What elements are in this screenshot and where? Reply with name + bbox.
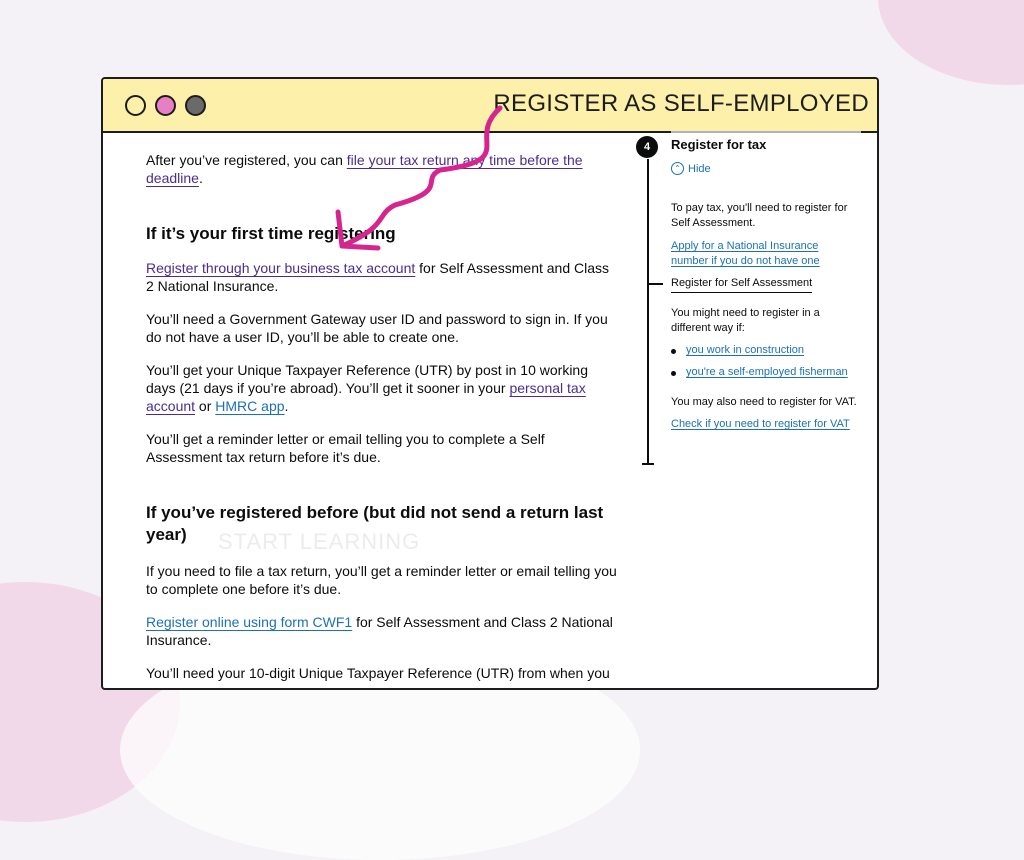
current-step-tick: [647, 283, 663, 285]
cwf1-paragraph: Register online using form CWF1 for Self Assessment and Class 2 National Insurance.: [146, 614, 613, 648]
heading-registered-before: If you’ve registered before (but did not send a return last year): [146, 503, 604, 544]
main-content: [146, 151, 620, 682]
hide-toggle[interactable]: [671, 162, 711, 175]
sidebar-different-way: You might need to register in a different way if:: [671, 307, 820, 334]
list-item: [686, 343, 804, 358]
sidebar-vat-link-block: [671, 417, 850, 432]
personal-tax-account-link[interactable]: personal tax account: [146, 380, 586, 414]
sidebar-current-item: Register for Self Assessment: [671, 276, 812, 293]
chevron-up-icon: ⌃: [671, 162, 684, 175]
step-title: Register for tax: [671, 137, 767, 152]
window-control-dot[interactable]: [125, 95, 146, 116]
decorative-blob-top-right: [878, 0, 1024, 85]
step-nav-line-end: [642, 463, 654, 465]
sidebar-top-rule: [671, 131, 861, 133]
fisherman-link[interactable]: you're a self-employed fisherman: [686, 366, 848, 378]
window-titlebar: [103, 79, 877, 133]
apply-ni-number-link[interactable]: Apply for a National Insurance number if you do not have one: [671, 240, 820, 267]
sidebar-intro: To pay tax, you'll need to register for Self Assessment.: [671, 202, 848, 229]
intro-paragraph: After you’ve registered, you can file your tax return any time before the deadline.: [146, 152, 583, 186]
hide-label: Hide: [688, 162, 711, 175]
step-nav-line: [647, 159, 649, 463]
reminder-paragraph: You’ll get a reminder letter or email telling you to complete a Self Assessment tax return before it’s due.: [146, 431, 545, 465]
list-item: [686, 365, 848, 380]
utr-paragraph: You’ll get your Unique Taxpayer Reference (UTR) by post in 10 working days (21 days if you’re abroad). You’ll get it sooner in your personal tax account or HMRC app.: [146, 362, 589, 414]
file-return-paragraph: If you need to file a tax return, you’ll get a reminder letter or email telling you to complete one before it’s due.: [146, 563, 617, 597]
register-business-tax-account-link[interactable]: Register through your business tax account: [146, 260, 416, 276]
watermark-text: START LEARNING: [218, 529, 421, 554]
step-number-badge: 4: [636, 136, 658, 158]
list-bullet: [671, 349, 676, 354]
window-control-dot[interactable]: [185, 95, 206, 116]
list-bullet: [671, 371, 676, 376]
check-vat-link[interactable]: Check if you need to register for VAT: [671, 418, 850, 430]
sidebar-vat-text: You may also need to register for VAT.: [671, 396, 857, 408]
window-control-dot[interactable]: [155, 95, 176, 116]
browser-window: [101, 77, 879, 690]
register-cwf1-link[interactable]: Register online using form CWF1: [146, 614, 353, 630]
utr-digit-paragraph: You’ll need your 10-digit Unique Taxpayer Reference (UTR) from when you: [146, 665, 610, 681]
hmrc-app-link[interactable]: HMRC app: [215, 398, 285, 414]
heading-first-time: If it’s your first time registering: [146, 224, 396, 243]
gateway-paragraph: You’ll need a Government Gateway user ID and password to sign in. If you do not have a user ID, you’ll be able to create one.: [146, 311, 608, 345]
sidebar-ni-link-block: [671, 239, 820, 269]
register-business-paragraph: Register through your business tax account for Self Assessment and Class 2 National Insurance.: [146, 260, 610, 294]
window-title: REGISTER AS SELF-EMPLOYED: [493, 90, 869, 117]
file-tax-return-link[interactable]: file your tax return any time before the deadline: [146, 152, 583, 186]
construction-link[interactable]: you work in construction: [686, 344, 804, 356]
